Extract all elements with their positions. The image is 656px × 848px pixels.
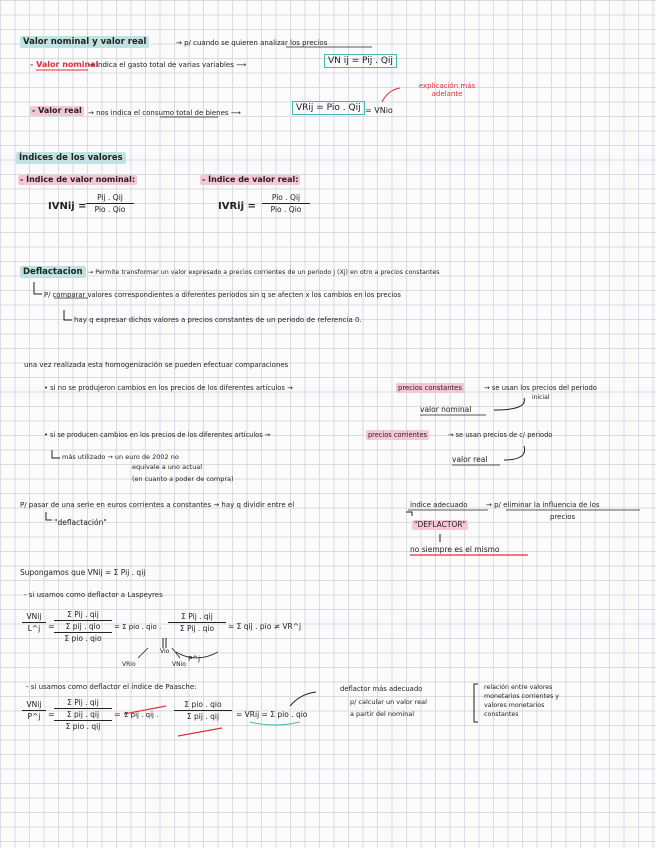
l-vrio: VRio bbox=[122, 661, 136, 668]
l-mid: = Σ pio . qio . bbox=[114, 623, 162, 631]
p-f1-den2: Σ pio . qij bbox=[65, 722, 101, 731]
l-vnio: VNio bbox=[172, 661, 186, 668]
deflactacion-line3: hay q expresar dichos valores a precios constantes de un periodo de referencia 0. bbox=[74, 316, 362, 324]
p-f2-den: Σ pij . qij bbox=[186, 712, 220, 721]
pasar-line: P/ pasar de una serie en euros corrientes a constantes → hay q dividir entre el bbox=[20, 501, 295, 509]
bullet2-sub3: (en cuanto a poder de compra) bbox=[132, 475, 234, 483]
title-note: → p/ cuando se quieren analizar los precios bbox=[176, 39, 328, 47]
bullet1-highlight: precios constantes bbox=[398, 384, 462, 392]
ivr-num: Pio . Qij bbox=[271, 193, 301, 202]
bullet2-tail: → se usan precios de c/ periodo bbox=[448, 431, 553, 439]
deflactacion-quote: "deflactación" bbox=[54, 518, 107, 527]
paasche-note1: deflactor más adecuado bbox=[340, 685, 423, 693]
side-note-3: valores monetarios bbox=[484, 702, 545, 709]
real-formula-box: VRij = Pio . Qij bbox=[292, 101, 365, 115]
p-frac1 bbox=[54, 698, 112, 731]
ivn-num: Pij . Qij bbox=[97, 193, 123, 202]
p-f1-den: Σ pij . qij bbox=[66, 710, 100, 719]
real-text: → nos indica el consumo total de bienes ⟶ bbox=[88, 109, 241, 117]
l-frac1 bbox=[54, 610, 112, 643]
l-f1-num: Σ Pij . qij bbox=[67, 610, 99, 619]
bullet1-tail: → se usan los precios del periodo bbox=[484, 384, 597, 392]
p-frac2 bbox=[174, 700, 232, 721]
ivr-den: Pio . Qio bbox=[270, 205, 302, 214]
section-title-deflactacion: Deflactacion bbox=[20, 266, 86, 278]
l-f2-num: Σ Pij . qij bbox=[181, 612, 213, 621]
pasar-tail2: precios bbox=[550, 513, 576, 521]
ivn-lhs: IVNij = bbox=[48, 201, 87, 212]
l-lhs bbox=[22, 612, 46, 633]
bullet1-result: valor nominal bbox=[420, 405, 472, 414]
l-f1-den2: Σ pio . qio bbox=[64, 634, 102, 643]
paasche-note2: p/ calcular un valor real bbox=[350, 698, 427, 706]
pasar-tail: → p/ eliminar la influencia de los bbox=[486, 501, 600, 509]
p-f2-num: Σ pio . qio bbox=[184, 700, 222, 709]
bullet2-result: valor real bbox=[452, 455, 488, 464]
l-lhs-bot: L^j bbox=[27, 624, 41, 633]
index-nominal-label: - Índice de valor nominal: bbox=[20, 175, 136, 184]
l-lhs-top: VNij bbox=[26, 612, 42, 621]
bullet2: • si se producen cambios en los precios de los diferentes artículos → bbox=[44, 431, 271, 439]
section-title-valor: Valor nominal y valor real bbox=[20, 36, 149, 48]
l-end: = Σ qij . pio ≠ VR^j bbox=[228, 622, 302, 631]
bullet1: • si no se produjeron cambios en los precios de los diferentes artículos → bbox=[44, 384, 293, 392]
ivn-den: Pio . Qio bbox=[94, 205, 126, 214]
bullet1-tail2: inicial bbox=[532, 394, 550, 401]
bullet2-sub1: más utilizado → un euro de 2002 no bbox=[62, 453, 179, 461]
ivr-fraction bbox=[262, 193, 310, 214]
l-f2-den: Σ Pij . qio bbox=[179, 624, 215, 633]
deflactor-label: "DEFLACTOR" bbox=[414, 520, 467, 529]
l-frac2 bbox=[168, 612, 226, 633]
real-label: - Valor real bbox=[32, 106, 82, 115]
p-eq: = VRij = Σ pio . qio bbox=[236, 710, 308, 719]
section-title-indices: Índices de los valores bbox=[16, 152, 126, 164]
real-eq: = VNio bbox=[365, 106, 393, 115]
bullet2-highlight: precios corrientes bbox=[368, 431, 427, 439]
p-lhs-top: VNij bbox=[26, 700, 42, 709]
p-lhs-bot: P^j bbox=[27, 712, 41, 721]
l-p: P^j bbox=[188, 655, 201, 663]
side-note-4: constantes bbox=[484, 711, 519, 718]
paasche-line: - si usamos como deflactor el índice de Paasche: bbox=[26, 683, 197, 691]
laspeyres-line: - si usamos como deflactor a Laspeyres bbox=[24, 591, 163, 599]
nominal-formula-box: VN ij = Pij . Qij bbox=[324, 54, 397, 68]
ivn-fraction bbox=[86, 193, 134, 214]
bullet2-sub2: equivale a uno actual bbox=[132, 463, 203, 471]
deflactacion-line2: P/ comparar valores correspondientes a diferentes periodos sin q se afecten x los cambios en los precios bbox=[44, 291, 401, 299]
indice-adecuado: índice adecuado bbox=[410, 501, 468, 509]
not-same-line: no siempre es el mismo bbox=[410, 545, 500, 554]
intro-line: una vez realizada esta homogenización se pueden efectuar comparaciones bbox=[24, 361, 289, 369]
nominal-text: → indica el gasto total de varias variables ⟶ bbox=[88, 61, 247, 69]
nominal-label: - Valor nominal bbox=[30, 60, 99, 69]
side-note-1: relación entre valores bbox=[484, 684, 553, 691]
index-real-label: - Índice de valor real: bbox=[202, 175, 299, 184]
l-vio: Vio bbox=[160, 648, 170, 655]
paasche-note3: a partir del nominal bbox=[350, 710, 415, 718]
red-note: explicación más adelante bbox=[418, 82, 476, 98]
side-note-2: monetarios corrientes y bbox=[484, 693, 559, 700]
p-lhs bbox=[22, 700, 46, 721]
suppose-line: Supongamos que VNij = Σ Pij . qij bbox=[20, 568, 146, 577]
p-mid: Σ pij . qij . bbox=[124, 711, 159, 719]
p-f1-num: Σ Pij . qij bbox=[67, 698, 99, 707]
ivr-lhs: IVRij = bbox=[218, 201, 256, 212]
l-f1-den: Σ pij . qio bbox=[65, 622, 101, 631]
deflactacion-line1: → Permite transformar un valor expresado a precios corrientes de un periodo j (Xj) en otro a precios constantes bbox=[88, 269, 440, 276]
